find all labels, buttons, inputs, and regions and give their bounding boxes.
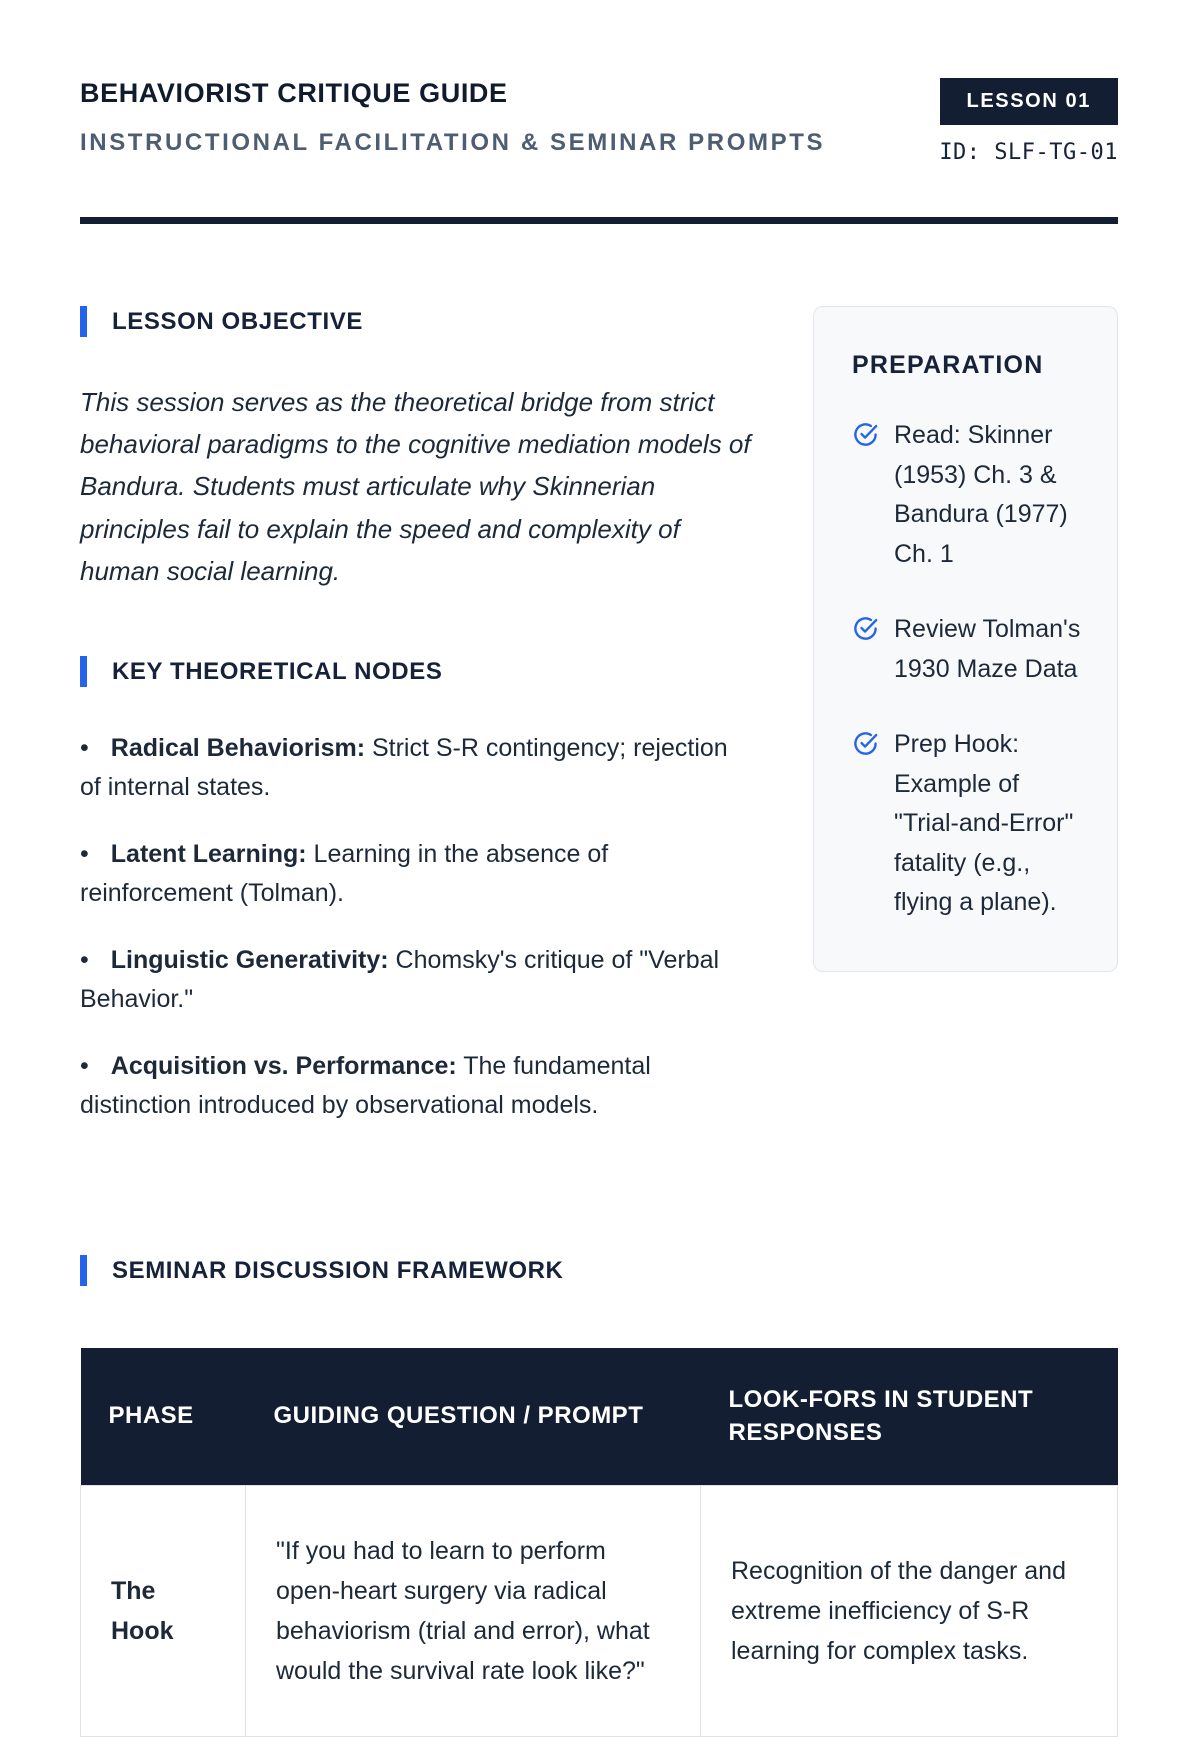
list-item bbox=[852, 416, 1081, 574]
header-divider bbox=[80, 217, 1118, 224]
seminar-table bbox=[80, 1348, 1118, 1737]
list-item bbox=[80, 729, 755, 807]
document-header bbox=[80, 78, 1118, 165]
table-row bbox=[81, 1485, 1118, 1736]
prep-item-text: Read: Skinner (1953) Ch. 3 & Bandura (1977) Ch. 1 bbox=[894, 421, 1068, 568]
column-header-lookfors: LOOK-FORS IN STUDENT RESPONSES bbox=[701, 1348, 1118, 1485]
node-desc: Learning in the absence of reinforcement (Tolman). bbox=[80, 839, 609, 907]
node-term: Linguistic Generativity: bbox=[110, 945, 389, 974]
node-term: Acquisition vs. Performance: bbox=[110, 1051, 457, 1080]
document-title: BEHAVIORIST CRITIQUE GUIDE bbox=[80, 78, 508, 108]
bullet-icon: • bbox=[80, 945, 89, 974]
bullet-icon: • bbox=[80, 733, 89, 762]
check-circle-icon bbox=[852, 421, 879, 461]
list-item bbox=[852, 610, 1081, 689]
list-item bbox=[80, 941, 755, 1019]
check-circle-icon bbox=[852, 615, 879, 655]
lesson-objective-text: This session serves as the theoretical bridge from strict behavioral paradigms to the cognitive mediation models of Bandura. Students must articulate why Skinnerian principles fail to explain the speed and complexity of human social learning. bbox=[80, 387, 751, 586]
column-header-phase: PHASE bbox=[81, 1348, 246, 1485]
list-item bbox=[852, 725, 1081, 923]
table-header-row bbox=[81, 1348, 1118, 1485]
right-column bbox=[813, 306, 1118, 1153]
seminar-section bbox=[80, 1255, 1118, 1737]
header-left bbox=[80, 78, 825, 157]
prompt-cell: "If you had to learn to perform open-heart surgery via radical behaviorism (trial and error), what would the survival rate look like?" bbox=[246, 1485, 701, 1736]
prep-item-text: Review Tolman's 1930 Maze Data bbox=[894, 615, 1081, 683]
bullet-icon: • bbox=[80, 839, 89, 868]
document-subtitle: INSTRUCTIONAL FACILITATION & SEMINAR PROMPTS bbox=[80, 129, 826, 156]
key-nodes-list bbox=[80, 729, 755, 1125]
node-desc: The fundamental distinction introduced by observational models. bbox=[80, 1051, 651, 1119]
prep-item-text: Prep Hook: Example of "Trial-and-Error" fatality (e.g., flying a plane). bbox=[894, 730, 1074, 916]
column-header-prompt: GUIDING QUESTION / PROMPT bbox=[246, 1348, 701, 1485]
main-content bbox=[80, 306, 1118, 1153]
node-term: Latent Learning: bbox=[110, 839, 307, 868]
lesson-objective-heading: LESSON OBJECTIVE bbox=[80, 306, 755, 337]
bullet-icon: • bbox=[80, 1051, 89, 1080]
seminar-heading: SEMINAR DISCUSSION FRAMEWORK bbox=[80, 1255, 1118, 1286]
lookfors-cell: Recognition of the danger and extreme inefficiency of S-R learning for complex tasks. bbox=[701, 1485, 1118, 1736]
node-desc: Chomsky's critique of "Verbal Behavior." bbox=[80, 945, 720, 1013]
phase-cell: The Hook bbox=[81, 1485, 246, 1736]
key-nodes-heading: KEY THEORETICAL NODES bbox=[80, 656, 755, 687]
list-item bbox=[80, 835, 755, 913]
left-column bbox=[80, 306, 755, 1153]
lesson-number-badge: LESSON 01 bbox=[940, 78, 1118, 125]
document-id: ID: SLF-TG-01 bbox=[939, 140, 1118, 165]
node-desc: Strict S-R contingency; rejection of internal states. bbox=[80, 733, 728, 801]
check-circle-icon bbox=[852, 730, 879, 770]
header-right bbox=[939, 78, 1118, 165]
preparation-heading: PREPARATION bbox=[852, 351, 1044, 379]
node-term: Radical Behaviorism: bbox=[110, 733, 366, 762]
list-item bbox=[80, 1047, 755, 1125]
preparation-card bbox=[813, 306, 1118, 972]
